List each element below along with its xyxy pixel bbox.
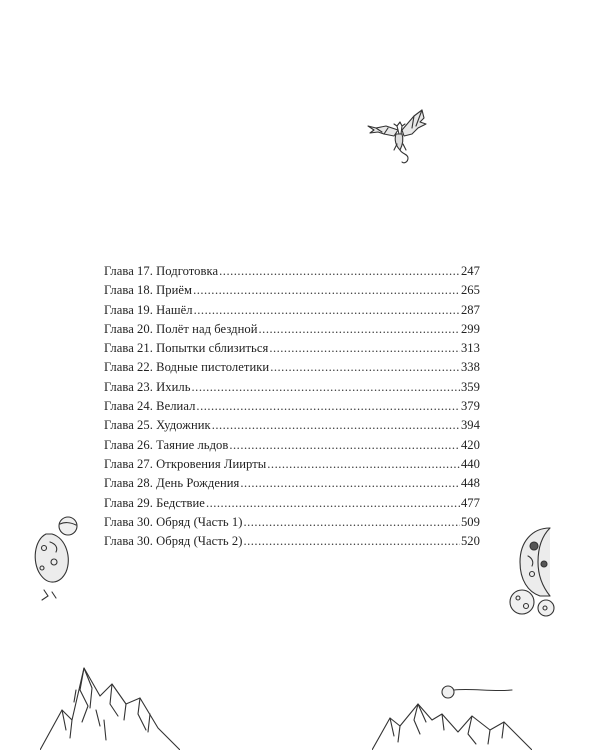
toc-entry-title: Глава 17. Подготовка: [104, 264, 219, 278]
toc-leader-dots: [267, 455, 460, 474]
toc-entry-page: 247: [460, 264, 480, 278]
toc-entry-title: Глава 19. Нашёл: [104, 302, 193, 317]
toc-leader-dots: [212, 416, 460, 435]
toc-entry-page: 420: [460, 437, 480, 452]
toc-entry-title: Глава 22. Водные пистолетики: [104, 360, 270, 375]
toc-entry-title: Глава 18. Приём: [104, 283, 193, 298]
toc-entry: [104, 301, 480, 320]
toc-entry: [104, 455, 480, 474]
toc-entry-title: Глава 25. Художник: [104, 418, 211, 433]
toc-leader-dots: [194, 301, 460, 320]
toc-entry: [104, 532, 480, 551]
toc-entry: [104, 320, 480, 339]
toc-entry: [104, 339, 480, 358]
toc-leader-dots: [193, 281, 460, 300]
toc-entry: [104, 474, 480, 493]
table-of-contents: [104, 262, 480, 551]
toc-entry: [104, 494, 480, 513]
toc-entry: [104, 281, 480, 300]
toc-entry-page: 394: [460, 418, 480, 433]
planets-icon: [30, 512, 86, 608]
toc-entry: [104, 397, 480, 416]
toc-entry: [104, 262, 480, 281]
toc-entry-title: Глава 27. Откровения Лиирты: [104, 456, 267, 471]
dragon-icon: [364, 106, 436, 168]
toc-leader-dots: [192, 378, 460, 397]
toc-leader-dots: [240, 474, 460, 493]
toc-leader-dots: [196, 397, 460, 416]
mountains-icon: [40, 650, 180, 750]
toc-leader-dots: [270, 358, 460, 377]
toc-entry-page: 265: [460, 283, 480, 298]
toc-leader-dots: [243, 513, 459, 532]
toc-entry-title: Глава 30. Обряд (Часть 1): [104, 514, 243, 529]
toc-entry: [104, 416, 480, 435]
toc-leader-dots: [206, 494, 460, 513]
toc-entry-page: 287: [460, 302, 480, 317]
toc-entry-page: 520: [460, 534, 480, 549]
toc-entry-title: Глава 23. Ихиль: [104, 379, 191, 394]
toc-entry-page: 359: [460, 379, 480, 394]
toc-entry-page: 509: [460, 514, 480, 529]
toc-entry-title: Глава 30. Обряд (Часть 2): [104, 534, 243, 549]
mountains-icon: [372, 680, 532, 750]
toc-entry-page: 299: [460, 321, 480, 336]
toc-entry-title: Глава 24. Велиал: [104, 399, 196, 414]
toc-entry: [104, 358, 480, 377]
toc-entry-page: 338: [460, 360, 480, 375]
toc-leader-dots: [269, 339, 460, 358]
toc-entry-title: Глава 28. День Рождения: [104, 476, 240, 491]
toc-entry-page: 448: [460, 476, 480, 491]
toc-entry-page: 379: [460, 399, 480, 414]
toc-entry-page: 477: [460, 495, 480, 510]
toc-entry: [104, 513, 480, 532]
toc-entry-title: Глава 29. Бедствие: [104, 495, 205, 510]
toc-leader-dots: [229, 436, 460, 455]
toc-leader-dots: [219, 262, 460, 281]
toc-entry-title: Глава 21. Попытки сблизиться: [104, 341, 269, 356]
toc-entry-title: Глава 20. Полёт над бездной: [104, 321, 258, 336]
toc-entry-page: 313: [460, 341, 480, 356]
toc-entry: [104, 436, 480, 455]
toc-entry: [104, 378, 480, 397]
toc-leader-dots: [243, 532, 459, 551]
planets-icon: [498, 522, 562, 618]
toc-entry-page: 440: [460, 456, 480, 471]
toc-leader-dots: [259, 320, 460, 339]
toc-entry-title: Глава 26. Таяние льдов: [104, 437, 229, 452]
